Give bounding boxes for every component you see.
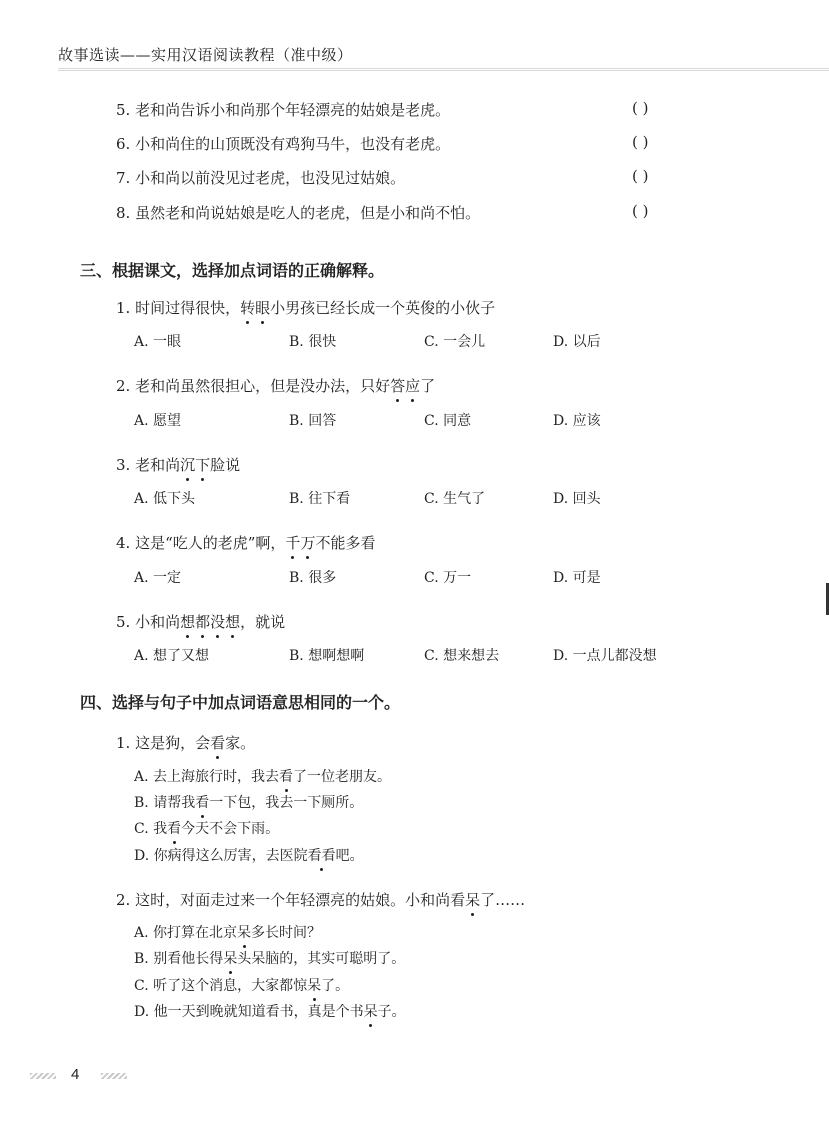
s3-q1-post: 小男孩已经长成一个英俊的小伙子 bbox=[270, 299, 496, 317]
s3-question-4 bbox=[116, 532, 375, 553]
s4-question-1 bbox=[116, 732, 255, 753]
tf-item-6: 6. 小和尚住的山顶既没有鸡狗马牛，也没有老虎。 bbox=[116, 135, 451, 153]
s4-q2-option-c bbox=[134, 975, 349, 995]
s3-q2-option-c: C. 同意 bbox=[424, 413, 472, 429]
s3-q5-dotted-char: 没 bbox=[210, 613, 226, 631]
s4-q1-d-post: 吧。 bbox=[335, 848, 364, 864]
s3-q3-dotted-char: 沉 bbox=[180, 456, 196, 474]
s4-q1-post: 家。 bbox=[225, 734, 256, 752]
s4-q1-b-post: 一下包，我去一下厕所。 bbox=[209, 795, 364, 811]
s3-q3-dotted-char: 下 bbox=[195, 456, 211, 474]
s3-q1-pre: 1. 时间过得很快， bbox=[116, 299, 241, 317]
s3-q4-dotted-char: 千 bbox=[285, 534, 301, 552]
tf-paren-8: ( ) bbox=[632, 202, 649, 220]
s4-q2-c-post: 了。 bbox=[321, 978, 350, 994]
s3-q2-option-d: D. 应该 bbox=[553, 413, 601, 429]
tf-item-8: 8. 虽然老和尚说姑娘是吃人的老虎，但是小和尚不怕。 bbox=[116, 204, 481, 222]
s4-q2-c-pre: C. 听了这个消息，大家都惊 bbox=[134, 978, 308, 994]
s3-question-2 bbox=[116, 375, 435, 396]
s3-q2-post: 了 bbox=[420, 377, 436, 395]
s3-q3-option-b: B. 往下看 bbox=[289, 491, 351, 507]
s3-q5-pre: 5. 小和尚 bbox=[116, 613, 181, 631]
s3-q2-option-b: B. 回答 bbox=[289, 413, 337, 429]
s4-q1-a-dotted: 看 bbox=[279, 766, 293, 786]
s4-q2-option-a bbox=[134, 922, 321, 942]
running-header: 故事选读——实用汉语阅读教程（准中级） bbox=[58, 46, 353, 64]
s4-q1-b-pre: B. 请帮我 bbox=[134, 795, 196, 811]
tf-item-5: 5. 老和尚告诉小和尚那个年轻漂亮的姑娘是老虎。 bbox=[116, 101, 451, 119]
tf-paren-5: ( ) bbox=[632, 99, 649, 117]
s3-q1-option-c: C. 一会儿 bbox=[424, 334, 486, 350]
section-3-title: 三、根据课文，选择加点词语的正确解释。 bbox=[80, 261, 385, 280]
s4-q2-b-post: 头呆脑的，其实可聪明了。 bbox=[237, 951, 406, 967]
s3-q3-pre: 3. 老和尚 bbox=[116, 456, 181, 474]
s3-q3-post: 脸说 bbox=[210, 456, 241, 474]
s3-q5-dotted-char: 想 bbox=[180, 613, 196, 631]
s3-q3-option-c: C. 生气了 bbox=[424, 491, 486, 507]
section-4-title: 四、选择与句子中加点词语意思相同的一个。 bbox=[80, 693, 401, 712]
s3-q2-option-a: A. 愿望 bbox=[134, 413, 182, 429]
s4-q1-option-d bbox=[134, 845, 364, 865]
s4-q1-d-pre: D. 你病得这么厉害，去医院 bbox=[134, 848, 308, 864]
s3-q4-dotted-char: 万 bbox=[300, 534, 316, 552]
s4-q2-dotted-word: 呆 bbox=[465, 891, 481, 909]
s4-q2-b-dotted: 呆 bbox=[223, 948, 237, 968]
tf-item-7: 7. 小和尚以前没见过老虎，也没见过姑娘。 bbox=[116, 169, 406, 187]
s3-q1-dotted-char: 转 bbox=[240, 299, 256, 317]
s3-q1-option-a: A. 一眼 bbox=[134, 334, 182, 350]
tf-paren-6: ( ) bbox=[632, 133, 649, 151]
footer-hatch-left bbox=[30, 1073, 56, 1079]
s3-q4-pre: 4. 这是“吃人的老虎”啊， bbox=[116, 534, 286, 552]
s3-q2-dotted-char: 答 bbox=[390, 377, 406, 395]
s4-question-2 bbox=[116, 889, 525, 910]
s3-q5-dotted-char: 都 bbox=[195, 613, 211, 631]
s4-q1-option-c bbox=[134, 818, 279, 838]
s4-q1-option-a bbox=[134, 766, 391, 786]
s3-q4-option-b: B. 很多 bbox=[289, 570, 337, 586]
s3-q5-post: ，就说 bbox=[240, 613, 286, 631]
tf-paren-7: ( ) bbox=[632, 167, 649, 185]
s4-q1-dotted-word: 看 bbox=[210, 734, 226, 752]
s3-question-3 bbox=[116, 454, 240, 475]
s4-q1-option-b bbox=[134, 792, 363, 812]
s4-q2-d-pre: D. 他一天到晚就知道看书，真是个书 bbox=[134, 1004, 364, 1020]
s4-q1-c-dotted: 看 bbox=[167, 818, 181, 838]
s4-q2-d-dotted: 呆 bbox=[364, 1001, 378, 1021]
page-number: 4 bbox=[71, 1066, 80, 1083]
s3-q1-dotted-char: 眼 bbox=[255, 299, 271, 317]
s3-question-1 bbox=[116, 297, 495, 318]
s3-q5-option-d: D. 一点儿都没想 bbox=[553, 648, 657, 664]
s3-q4-post: 不能多看 bbox=[315, 534, 376, 552]
s4-q2-option-d bbox=[134, 1001, 406, 1021]
s4-q1-pre: 1. 这是狗，会 bbox=[116, 734, 211, 752]
s3-q2-dotted-char: 应 bbox=[405, 377, 421, 395]
s3-q5-option-c: C. 想来想去 bbox=[424, 648, 500, 664]
s3-q5-option-b: B. 想啊想啊 bbox=[289, 648, 365, 664]
s3-q3-option-a: A. 低下头 bbox=[134, 491, 196, 507]
s3-q5-dotted-char: 想 bbox=[225, 613, 241, 631]
s4-q1-a-post: 了一位老朋友。 bbox=[293, 769, 392, 785]
s4-q2-c-dotted: 呆 bbox=[307, 975, 321, 995]
s4-q2-d-post: 子。 bbox=[377, 1004, 406, 1020]
s4-q1-c-pre: C. 我 bbox=[134, 821, 168, 837]
s3-q1-option-b: B. 很快 bbox=[289, 334, 337, 350]
s4-q1-b-dotted: 看 bbox=[195, 792, 209, 812]
s4-q1-a-pre: A. 去上海旅行时，我去 bbox=[134, 769, 280, 785]
s4-q2-a-post: 多长时间？ bbox=[251, 925, 322, 941]
s4-q2-a-dotted: 呆 bbox=[237, 922, 251, 942]
s4-q2-pre: 2. 这时，对面走过来一个年轻漂亮的姑娘。小和尚看 bbox=[116, 891, 466, 909]
s3-q1-option-d: D. 以后 bbox=[553, 334, 601, 350]
s3-q2-pre: 2. 老和尚虽然很担心，但是没办法，只好 bbox=[116, 377, 391, 395]
s4-q1-c-post: 今天不会下雨。 bbox=[181, 821, 280, 837]
s4-q2-option-b bbox=[134, 948, 405, 968]
s3-q4-option-d: D. 可是 bbox=[553, 570, 601, 586]
s3-q5-option-a: A. 想了又想 bbox=[134, 648, 210, 664]
s3-q4-option-a: A. 一定 bbox=[134, 570, 182, 586]
s3-q3-option-d: D. 回头 bbox=[553, 491, 601, 507]
s3-q4-option-c: C. 万一 bbox=[424, 570, 472, 586]
s4-q1-d-dotted: 看看 bbox=[308, 845, 336, 865]
s3-question-5 bbox=[116, 611, 285, 632]
s4-q2-a-pre: A. 你打算在北京 bbox=[134, 925, 238, 941]
s4-q2-b-pre: B. 别看他长得 bbox=[134, 951, 224, 967]
header-rule bbox=[58, 68, 829, 71]
footer-hatch-right bbox=[101, 1073, 127, 1079]
s4-q2-post: 了…… bbox=[480, 891, 526, 909]
